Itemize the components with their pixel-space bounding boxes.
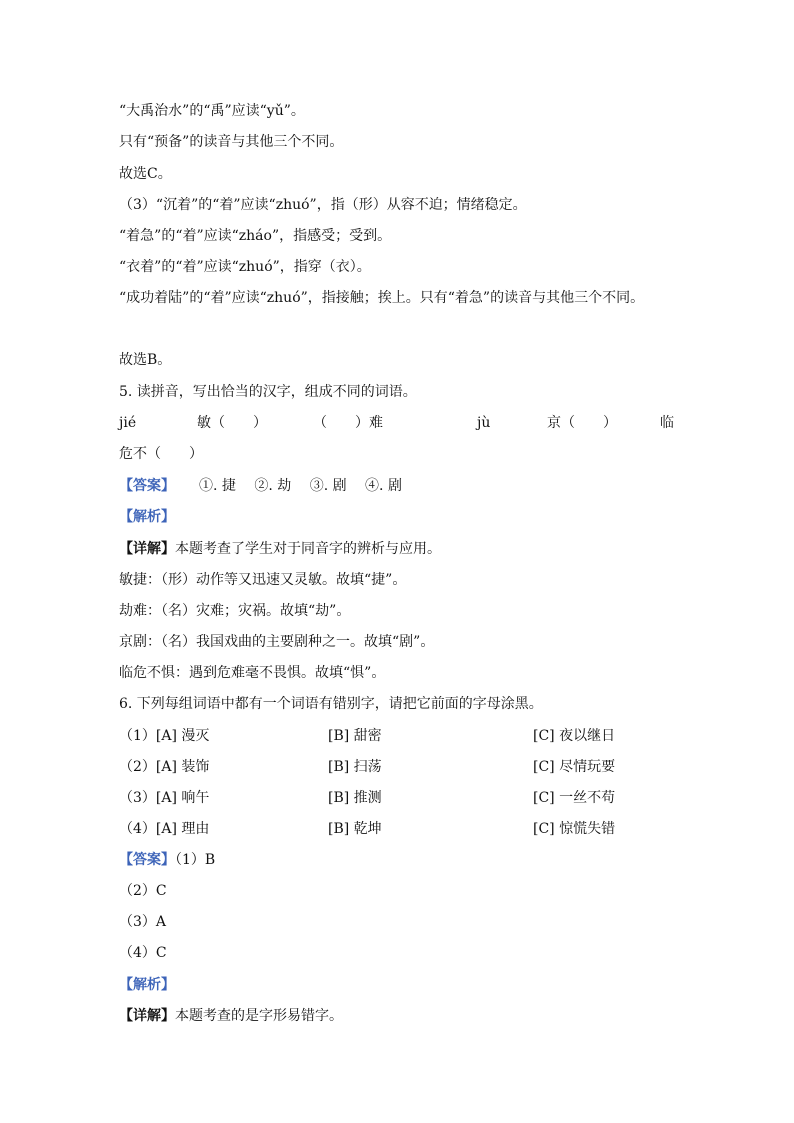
text-line: “着急”的“着”应读“zháo”，指感受；受到。 [119, 228, 392, 244]
blank-word-4: 临 [660, 415, 674, 431]
text-line: 只有“预备”的读音与其他三个不同。 [119, 134, 344, 150]
text-line: 危不（ ） [119, 446, 203, 462]
question-5: 5. 读拼音，写出恰当的汉字，组成不同的词语。 [119, 384, 417, 400]
detail-line [119, 1006, 343, 1026]
pinyin-ju: jù [477, 415, 491, 431]
option-a: （1）[A] 漫灭 [119, 728, 210, 744]
analysis-tag: 【解析】 [119, 509, 175, 525]
detail-tag: 【详解】 [119, 541, 175, 557]
blank-word-3: 京（ ） [547, 415, 617, 431]
text-line: 敏捷：（形）动作等又迅速又灵敏。故填“捷”。 [119, 572, 407, 588]
analysis-tag: 【解析】 [119, 977, 175, 993]
option-b: [B] 乾坤 [328, 821, 382, 837]
option-b: [B] 推测 [328, 790, 382, 806]
answer-5 [119, 476, 402, 496]
option-c: [C] 一丝不苟 [533, 790, 616, 806]
text-line: “成功着陆”的“着”应读“zhuó”，指接触；挨上。只有“着急”的读音与其他三个不同。 [119, 290, 645, 306]
text-line: “衣着”的“着”应读“zhuó”，指穿（衣）。 [119, 259, 371, 275]
question-6: 6. 下列每组词语中都有一个词语有错别字，请把它前面的字母涂黑。 [119, 696, 543, 712]
blank-word-1: 敏（ ） [197, 415, 267, 431]
option-c: [C] 尽情玩要 [533, 759, 616, 775]
text-line: 故选C。 [119, 166, 172, 182]
answer-line: （3）A [119, 914, 167, 930]
answer-text: （1）B [175, 852, 216, 868]
detail-text: 本题考查了学生对于同音字的辨析与应用。 [175, 541, 441, 557]
option-b: [B] 甜密 [328, 728, 382, 744]
option-a: （3）[A] 响午 [119, 790, 210, 806]
answer-text: ①. 捷 ②. 劫 ③. 剧 ④. 剧 [199, 478, 402, 494]
option-a: （4）[A] 理由 [119, 821, 210, 837]
answer-tag: 【答案】 [119, 852, 175, 868]
pinyin-jie: jié [119, 415, 137, 431]
option-c: [C] 夜以继日 [533, 728, 616, 744]
option-a: （2）[A] 装饰 [119, 759, 210, 775]
option-b: [B] 扫荡 [328, 759, 382, 775]
text-line: （3）“沉着”的“着”应读“zhuó”，指（形）从容不迫；情绪稳定。 [119, 197, 527, 213]
text-line: 劫难：（名）灾难；灾祸。故填“劫”。 [119, 603, 351, 619]
option-c: [C] 惊慌失错 [533, 821, 616, 837]
detail-tag: 【详解】 [119, 1008, 175, 1024]
answer-line: （2）C [119, 883, 167, 899]
text-line: 临危不惧：遇到危难毫不畏惧。故填“惧”。 [119, 665, 386, 681]
text-line: 京剧：（名）我国戏曲的主要剧种之一。故填“剧”。 [119, 634, 435, 650]
answer-line: （4）C [119, 945, 167, 961]
blank-word-2: （ ）难 [313, 415, 383, 431]
detail-line [119, 539, 441, 559]
answer-tag: 【答案】 [119, 478, 175, 494]
answer-6 [119, 850, 215, 870]
detail-text: 本题考查的是字形易错字。 [175, 1008, 343, 1024]
text-line: 故选B。 [119, 352, 172, 368]
text-line: “大禹治水”的“禹”应读“yǔ”。 [119, 103, 305, 119]
